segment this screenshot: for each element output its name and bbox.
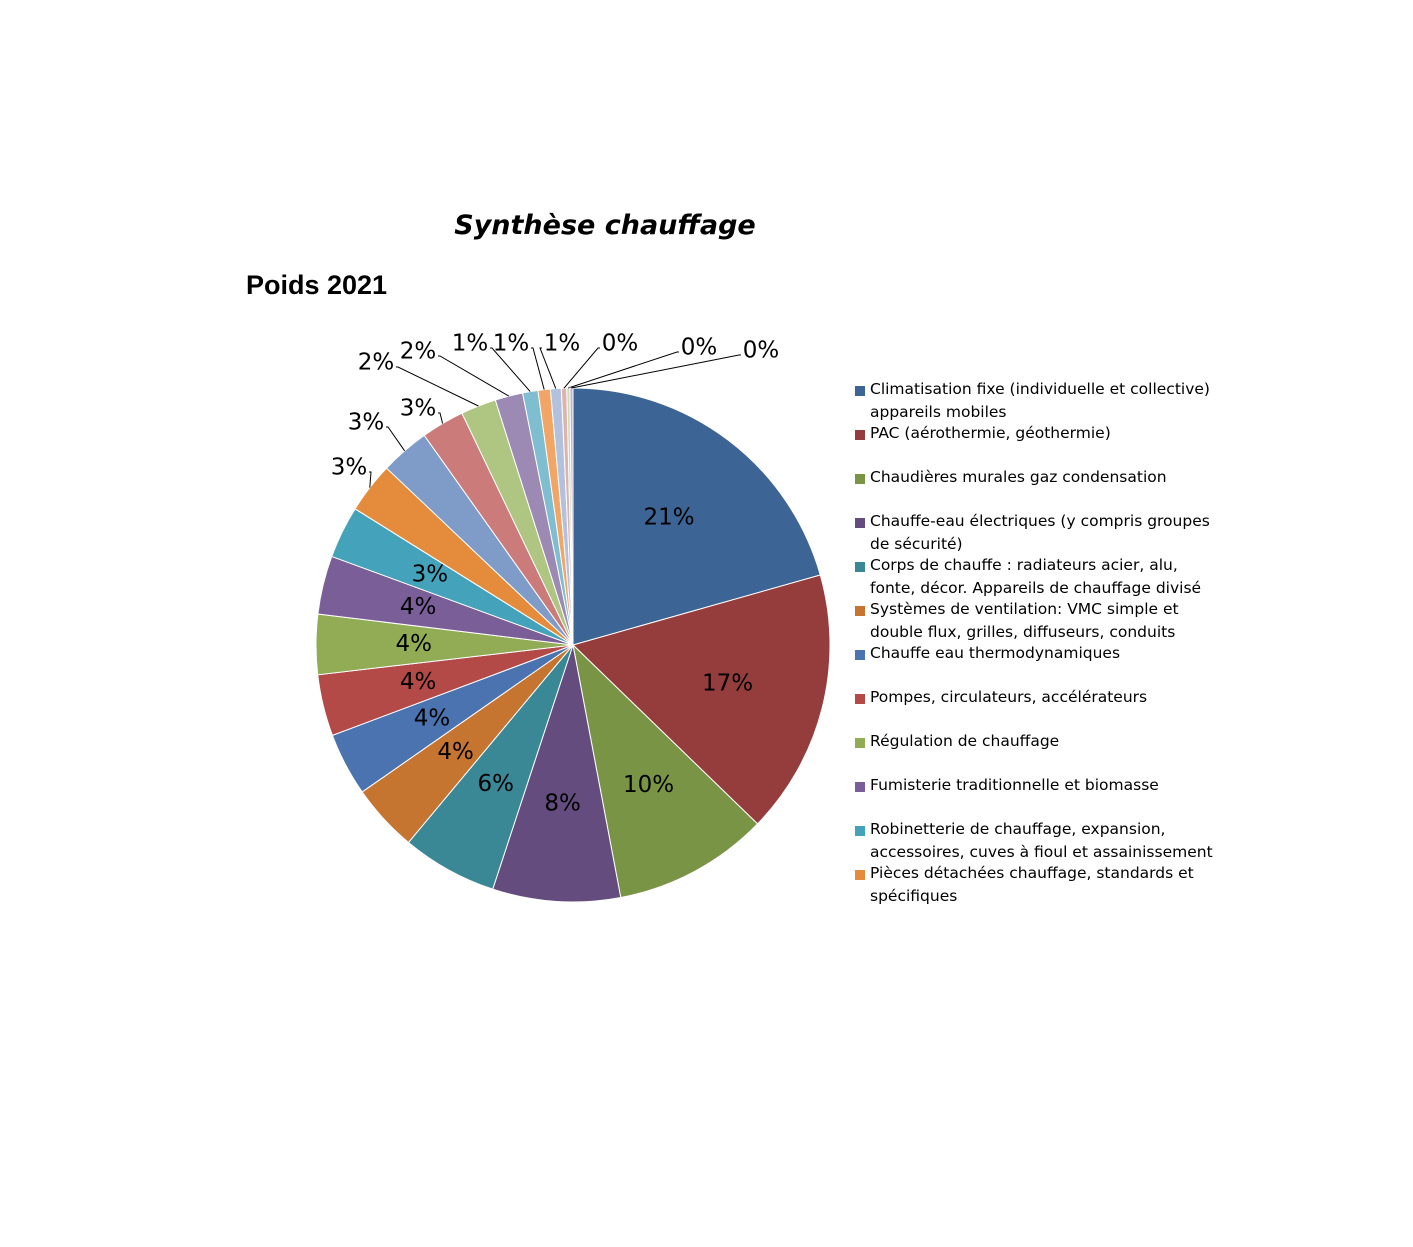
- slice-label-10: 4%: [399, 594, 437, 621]
- slice-label-11: 3%: [411, 561, 449, 588]
- slice-label-3: 10%: [622, 771, 675, 798]
- legend-label: Pièces détachées chauffage, standards et spécifiques: [870, 864, 1194, 905]
- slice-label-1: 21%: [643, 504, 695, 531]
- leader-line-14: [438, 413, 443, 424]
- leader-line-22: [571, 355, 741, 388]
- legend-label: Climatisation fixe (individuelle et collective) appareils mobiles: [870, 380, 1210, 421]
- legend-label: PAC (aérothermie, géothermie): [870, 424, 1111, 442]
- chart-title: Synthèse chauffage: [454, 210, 756, 241]
- legend-label: Fumisterie traditionnelle et biomasse: [870, 776, 1159, 794]
- legend-label: Chaudières murales gaz condensation: [870, 468, 1167, 486]
- chart-subtitle: Poids 2021: [246, 270, 388, 300]
- slice-label-12: 3%: [330, 454, 368, 481]
- slice-label-17: 1%: [451, 330, 489, 357]
- legend-label: Robinetterie de chauffage, expansion, accessoires, cuves à fioul et assainissement: [870, 820, 1213, 861]
- slice-label-7: 4%: [413, 705, 451, 732]
- legend-swatch: [855, 562, 865, 572]
- slice-label-22: 0%: [742, 337, 780, 364]
- slice-label-19: 1%: [543, 330, 581, 357]
- legend-swatch: [855, 650, 865, 660]
- legend-swatch: [855, 430, 865, 440]
- slice-label-8: 4%: [399, 669, 437, 695]
- slice-label-20: 0%: [601, 330, 639, 357]
- slice-label-5: 6%: [477, 770, 515, 797]
- legend-swatch: [855, 518, 865, 528]
- legend-label: Régulation de chauffage: [870, 732, 1060, 750]
- legend-swatch: [855, 474, 865, 484]
- legend-swatch: [855, 826, 865, 836]
- legend-label: Systèmes de ventilation: VMC simple et double flux, grilles, diffuseurs, conduits: [870, 600, 1179, 641]
- slice-label-13: 3%: [347, 409, 385, 436]
- legend-swatch: [855, 694, 865, 704]
- slice-label-14: 3%: [399, 395, 437, 422]
- slice-label-4: 8%: [544, 790, 581, 817]
- legend-label: Pompes, circulateurs, accélérateurs: [870, 688, 1148, 706]
- slice-label-16: 2%: [399, 338, 437, 365]
- leader-line-16: [438, 356, 509, 396]
- legend-label: Chauffe eau thermodynamiques: [870, 644, 1121, 662]
- legend-label: Chauffe-eau électriques (y compris groupes de sécurité): [870, 512, 1210, 553]
- slice-label-18: 1%: [492, 330, 530, 357]
- slice-label-2: 17%: [701, 670, 754, 697]
- legend-swatch: [855, 738, 865, 748]
- legend-swatch: [855, 870, 865, 880]
- leader-line-12: [369, 472, 371, 488]
- leader-line-13: [386, 427, 405, 451]
- legend-swatch: [855, 386, 865, 396]
- legend-label: Corps de chauffe : radiateurs acier, alu, fonte, décor. Appareils de chauffage divisé: [870, 556, 1202, 597]
- slice-label-9: 4%: [395, 631, 432, 658]
- slice-label-15: 2%: [357, 349, 395, 376]
- slice-label-6: 4%: [437, 739, 474, 766]
- slice-label-21: 0%: [680, 334, 718, 361]
- legend-swatch: [855, 782, 865, 792]
- legend-swatch: [855, 606, 865, 616]
